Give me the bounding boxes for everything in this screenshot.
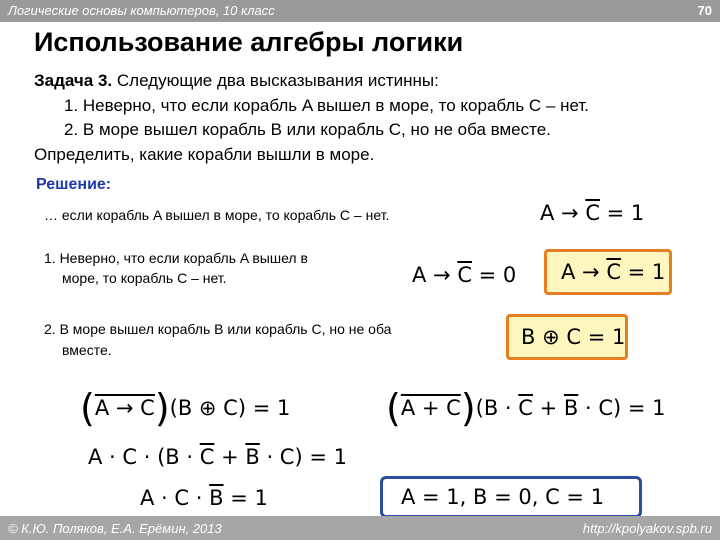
formula-xor: B ⊕ C = 1 <box>521 325 626 349</box>
formula-simplified <box>140 486 268 510</box>
footer-url[interactable]: http://kpolyakov.spb.ru <box>582 521 712 536</box>
solution-item-1-line-2: море, то корабль C – нет. <box>62 270 227 286</box>
solution-label: Решение: <box>36 176 112 193</box>
formula-1-not-c: $\overline{C}$ <box>585 201 600 225</box>
footer-bar <box>0 516 720 540</box>
solution-item-2-line-2: вместе. <box>62 342 112 358</box>
formula-6-part-3: · C) = 1 <box>578 396 666 420</box>
formula-implication-1 <box>540 201 644 225</box>
formula-7-part-3: · C) = 1 <box>259 445 347 469</box>
formula-5-negated-implication <box>95 396 155 420</box>
task-question: Определить, какие корабли вышли в море. <box>34 145 375 164</box>
formula-product-1 <box>80 386 291 430</box>
formula-implication-3 <box>561 260 665 284</box>
formula-1-a: A → <box>540 201 586 225</box>
formula-7-part-1: A · C · (B · <box>88 445 200 469</box>
right-paren-2: ) <box>460 386 476 430</box>
solution-line-1: … если корабль A вышел в море, то корабль C – нет. <box>44 207 390 223</box>
formula-6-part-1: (B · <box>475 396 519 420</box>
formula-6-not-c: $\overline{C}$ <box>518 396 533 420</box>
course-title: Логические основы компьютеров, 10 класс <box>8 3 275 18</box>
footer-authors: © К.Ю. Поляков, Е.А. Ерёмин, 2013 <box>8 521 222 536</box>
formula-5-a: A → <box>94 396 141 420</box>
formula-6-part-2: + <box>532 396 564 420</box>
left-paren-2: ( <box>386 386 401 430</box>
formula-6-negated-sum: A + C <box>400 396 461 420</box>
formula-6-not-b: $\overline{B}$ <box>563 396 579 420</box>
slide-title: Использование алгебры логики <box>34 27 464 57</box>
formula-expanded <box>88 445 347 469</box>
formula-1-rest: = 1 <box>599 201 645 225</box>
formula-7-part-2: + <box>214 445 246 469</box>
formula-8-not-b: $\overline{B}$ <box>209 486 224 510</box>
highlight-box-1 <box>544 249 672 295</box>
formula-8-part-2: = 1 <box>223 486 268 510</box>
solution-item-2-line-1: 2. В море вышел корабль B или корабль C, но не оба <box>44 321 392 337</box>
solution-item-1-line-1: 1. Неверно, что если корабль A вышел в <box>44 250 308 266</box>
formula-7-not-b: $\overline{B}$ <box>245 445 260 469</box>
formula-5-right: (B ⊕ C) = 1 <box>169 396 291 420</box>
formula-implication-2 <box>412 263 516 287</box>
formula-3-not-c: $\overline{C}$ <box>606 260 621 284</box>
formula-5-not-c: C <box>140 396 155 420</box>
right-paren: ) <box>154 386 170 430</box>
formula-product-2 <box>386 386 666 430</box>
task-statement-2: 2. В море вышел корабль B или корабль C, но не оба вместе. <box>64 120 551 139</box>
task-intro <box>34 71 439 91</box>
formula-2-a: A → <box>412 263 458 287</box>
page-number: 70 <box>697 3 712 18</box>
answer-formula: A = 1, B = 0, C = 1 <box>401 485 605 509</box>
formula-3-a: A → <box>561 260 607 284</box>
left-paren: ( <box>80 386 95 430</box>
formula-8-part-1: A · C · <box>140 486 210 510</box>
answer-box <box>380 476 642 518</box>
header-bar <box>0 0 720 22</box>
formula-3-rest: = 1 <box>620 260 666 284</box>
formula-7-not-c: $\overline{C}$ <box>199 445 215 469</box>
task-statement-1: 1. Неверно, что если корабль A вышел в море, то корабль C – нет. <box>64 96 589 115</box>
task-label: Задача 3. <box>34 71 113 90</box>
formula-2-rest: = 0 <box>471 263 517 287</box>
formula-2-not-c: $\overline{C}$ <box>457 263 472 287</box>
task-intro-text: Следующие два высказывания истинны: <box>112 71 439 90</box>
highlight-box-2 <box>506 314 628 360</box>
